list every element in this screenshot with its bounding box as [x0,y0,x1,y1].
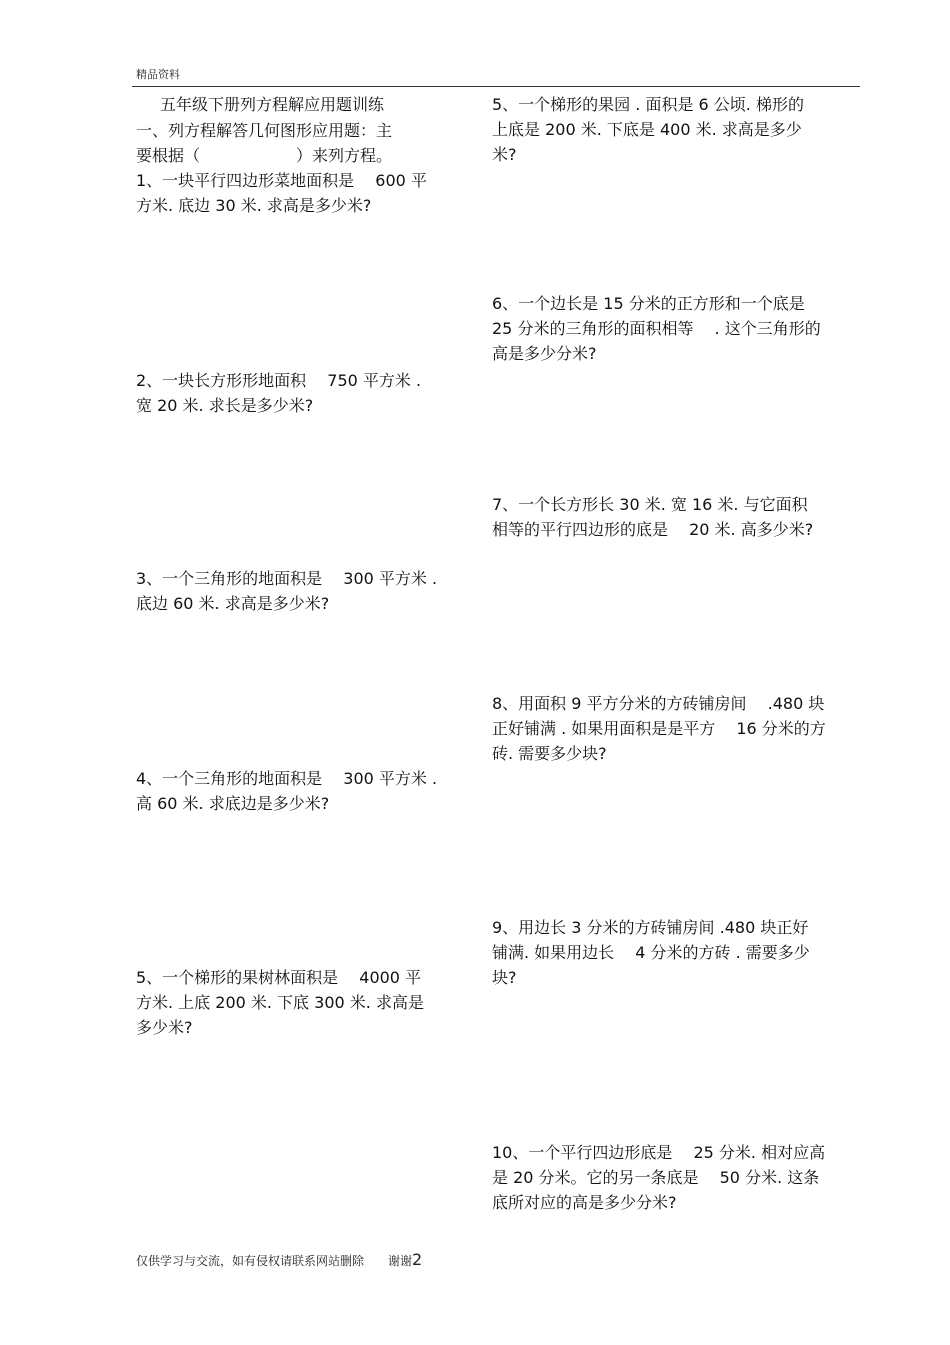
document-title [160,92,384,117]
problem-line: 4、一个三角形的地面积是 300 平方米 . [136,769,438,788]
footer-text: 仅供学习与交流，如有侵权请联系网站删除 谢谢 [136,1254,413,1268]
problem-line: 5、一个梯形的果园 . 面积是 6 公顷. 梯形的 [492,95,804,114]
problem-line: 米? [492,145,517,164]
problem-line: 9、用边长 3 分米的方砖铺房间 .480 块正好 [492,918,809,937]
problem-right-5 [492,92,804,167]
problem-line: 5、一个梯形的果树林面积是 4000 平 [136,968,422,987]
problem-line: 是 20 分米。它的另一条底是 50 分米. 这条 [492,1168,820,1187]
problem-line: 7、一个长方形长 30 米. 宽 16 米. 与它面积 [492,495,808,514]
problem-right-10 [492,1140,825,1215]
problem-right-7 [492,492,813,542]
problem-line: 底边 60 米. 求高是多少米? [136,594,330,613]
problem-line: 宽 20 米. 求长是多少米? [136,396,314,415]
problem-left-1 [136,168,427,218]
problem-line: 相等的平行四边形的底是 20 米. 高多少米? [492,520,814,539]
problem-line: 2、一块长方形形地面积 750 平方米 . [136,371,422,390]
problem-right-6 [492,291,821,366]
problem-line: 1、一块平行四边形菜地面积是 600 平 [136,171,427,190]
problem-line: 砖. 需要多少块? [492,744,607,763]
problem-line: 多少米? [136,1018,193,1037]
document-title-text: 五年级下册列方程解应用题训练 [160,95,385,114]
problem-left-4 [136,766,437,816]
problem-left-2 [136,368,421,418]
problem-line: 上底是 200 米. 下底是 400 米. 求高是多少 [492,120,802,139]
problem-line: 8、用面积 9 平方分米的方砖铺房间 .480 块 [492,694,825,713]
problem-right-9 [492,915,810,990]
problem-line: 高是多少分米? [492,344,597,363]
problem-line: 高 60 米. 求底边是多少米? [136,794,330,813]
header-rule [132,86,860,87]
section-heading [136,118,392,168]
problem-line: 正好铺满 . 如果用面积是是平方 16 分米的方 [492,719,826,738]
problem-line: 25 分米的三角形的面积相等 . 这个三角形的 [492,319,821,338]
problem-line: 方米. 上底 200 米. 下底 300 米. 求高是 [136,993,424,1012]
problem-line: 3、一个三角形的地面积是 300 平方米 . [136,569,438,588]
page-footer [136,1250,422,1269]
problem-right-8 [492,691,826,766]
problem-line: 10、一个平行四边形底是 25 分米. 相对应高 [492,1143,826,1162]
problem-left-3 [136,566,437,616]
header-label: 精品资料 [136,68,180,81]
problem-line: 底所对应的高是多少分米? [492,1193,677,1212]
page-number: 2 [412,1250,423,1269]
problem-line: 块? [492,968,517,987]
section-heading-line: 要根据（ ）来列方程。 [136,146,393,165]
problem-line: 6、一个边长是 15 分米的正方形和一个底是 [492,294,805,313]
section-heading-line: 一、列方程解答几何图形应用题：主 [136,121,393,140]
problem-left-5 [136,965,424,1040]
problem-line: 铺满. 如果用边长 4 分米的方砖 . 需要多少 [492,943,810,962]
problem-line: 方米. 底边 30 米. 求高是多少米? [136,196,372,215]
